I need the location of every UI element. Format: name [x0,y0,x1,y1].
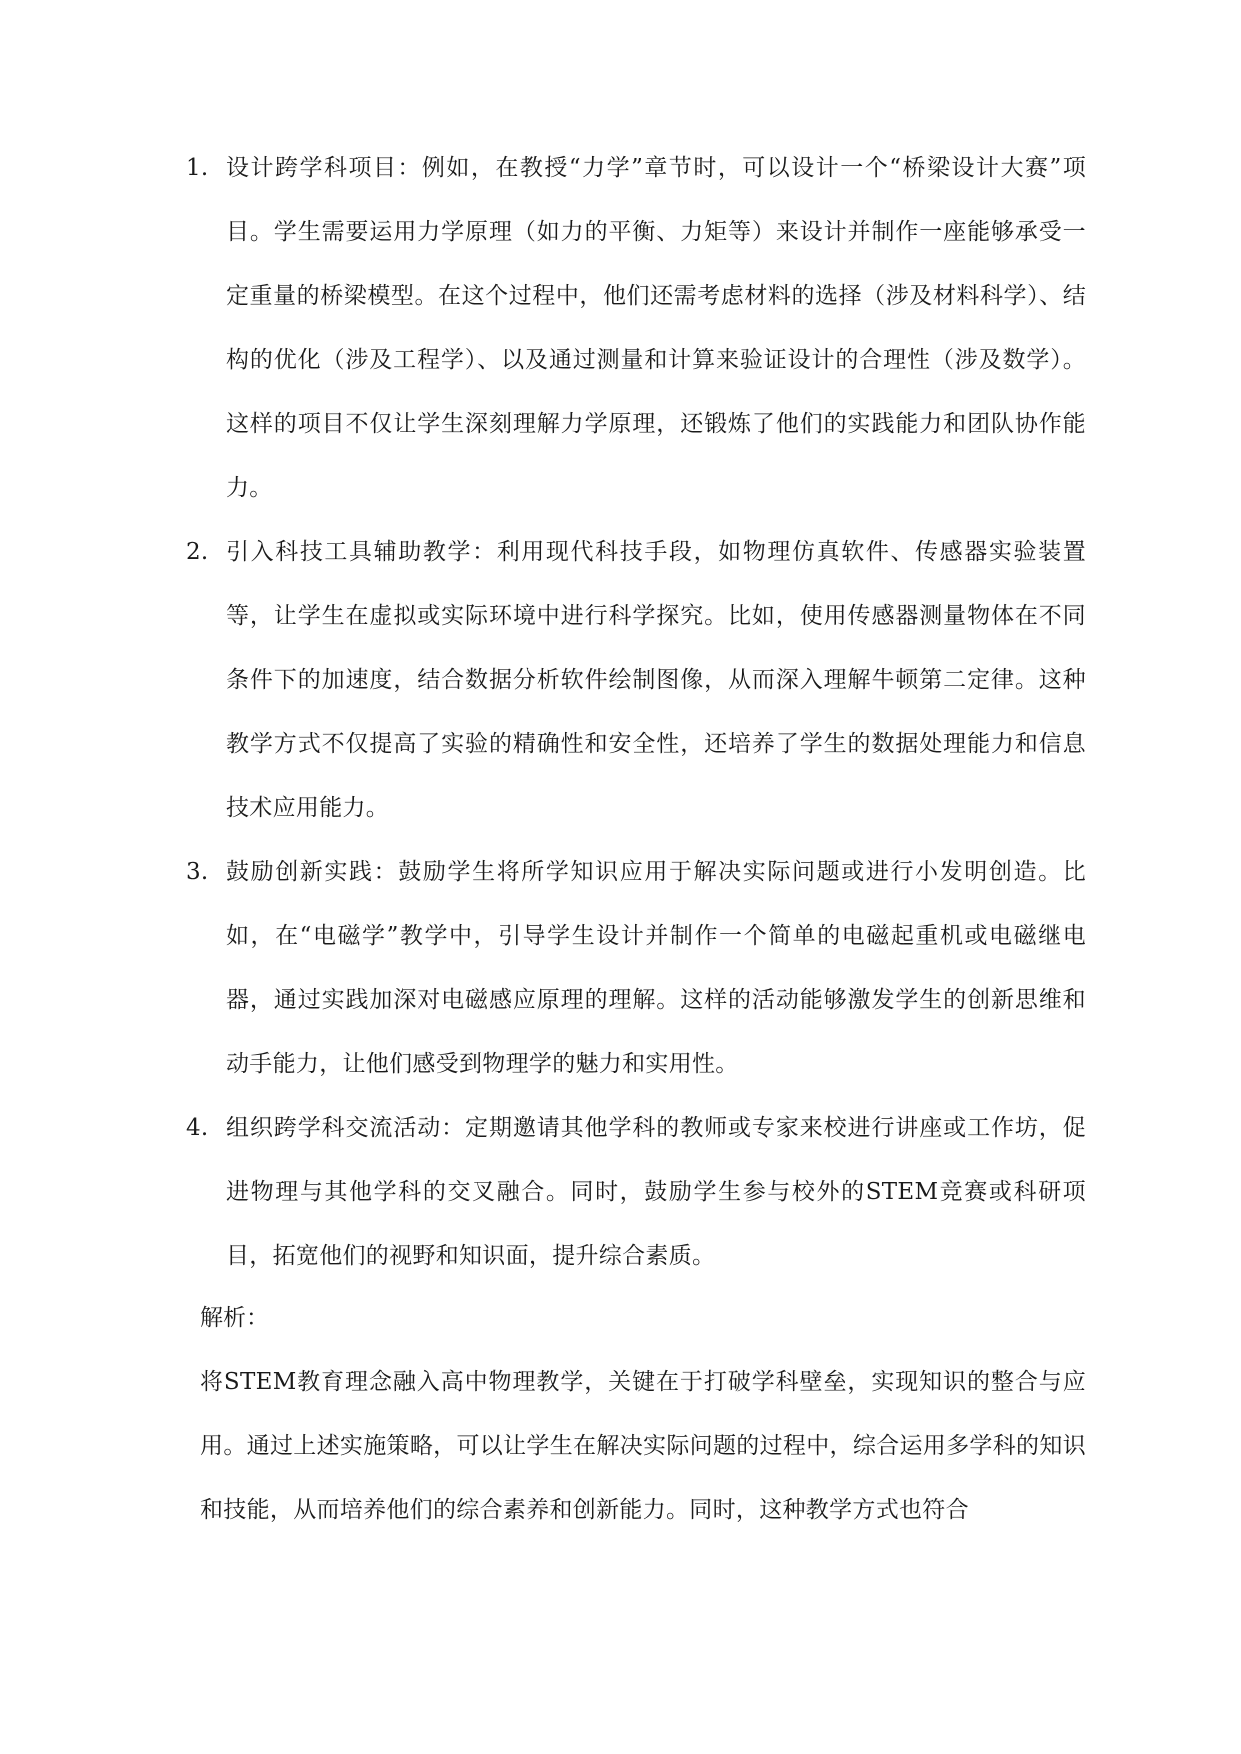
list-item [186,1096,1086,1288]
item-number: 1. [186,155,209,181]
item-number: 2. [186,539,209,565]
analysis-label: 解析： [200,1305,269,1331]
list-item [186,136,1086,520]
item-text: 组织跨学科交流活动：定期邀请其他学科的教师或专家来校进行讲座或工作坊，促进物理与其他学科的交叉融合。同时，鼓励学生参与校外的STEM竞赛或科研项目，拓宽他们的视野和知识面，提升综合素质。 [226,1115,1086,1269]
item-number: 3. [186,859,209,885]
list-item [186,520,1086,840]
list-item [186,840,1086,1096]
item-text: 引入科技工具辅助教学：利用现代科技手段，如物理仿真软件、传感器实验装置等，让学生在虚拟或实际环境中进行科学探究。比如，使用传感器测量物体在不同条件下的加速度，结合数据分析软件绘制图像，从而深入理解牛顿第二定律。这种教学方式不仅提高了实验的精确性和安全性，还培养了学生的数据处理能力和信息技术应用能力。 [226,539,1086,821]
item-text: 设计跨学科项目：例如，在教授“力学”章节时，可以设计一个“桥梁设计大赛”项目。学生需要运用力学原理（如力的平衡、力矩等）来设计并制作一座能够承受一定重量的桥梁模型。在这个过程中，他们还需考虑材料的选择（涉及材料科学）、结构的优化（涉及工程学）、以及通过测量和计算来验证设计的合理性（涉及数学）。这样的项目不仅让学生深刻理解力学原理，还锻炼了他们的实践能力和团队协作能力。 [226,155,1086,501]
strategy-list [186,136,1086,1288]
item-number: 4. [186,1115,209,1141]
analysis-paragraph: 将STEM教育理念融入高中物理教学，关键在于打破学科壁垒，实现知识的整合与应用。通过上述实施策略，可以让学生在解决实际问题的过程中，综合运用多学科的知识和技能，从而培养他们的综合素养和创新能力。同时，这种教学方式也符合 [200,1369,1086,1523]
item-text: 鼓励创新实践：鼓励学生将所学知识应用于解决实际问题或进行小发明创造。比如，在“电磁学”教学中，引导学生设计并制作一个简单的电磁起重机或电磁继电器，通过实践加深对电磁感应原理的理解。这样的活动能够激发学生的创新思维和动手能力，让他们感受到物理学的魅力和实用性。 [226,859,1086,1077]
